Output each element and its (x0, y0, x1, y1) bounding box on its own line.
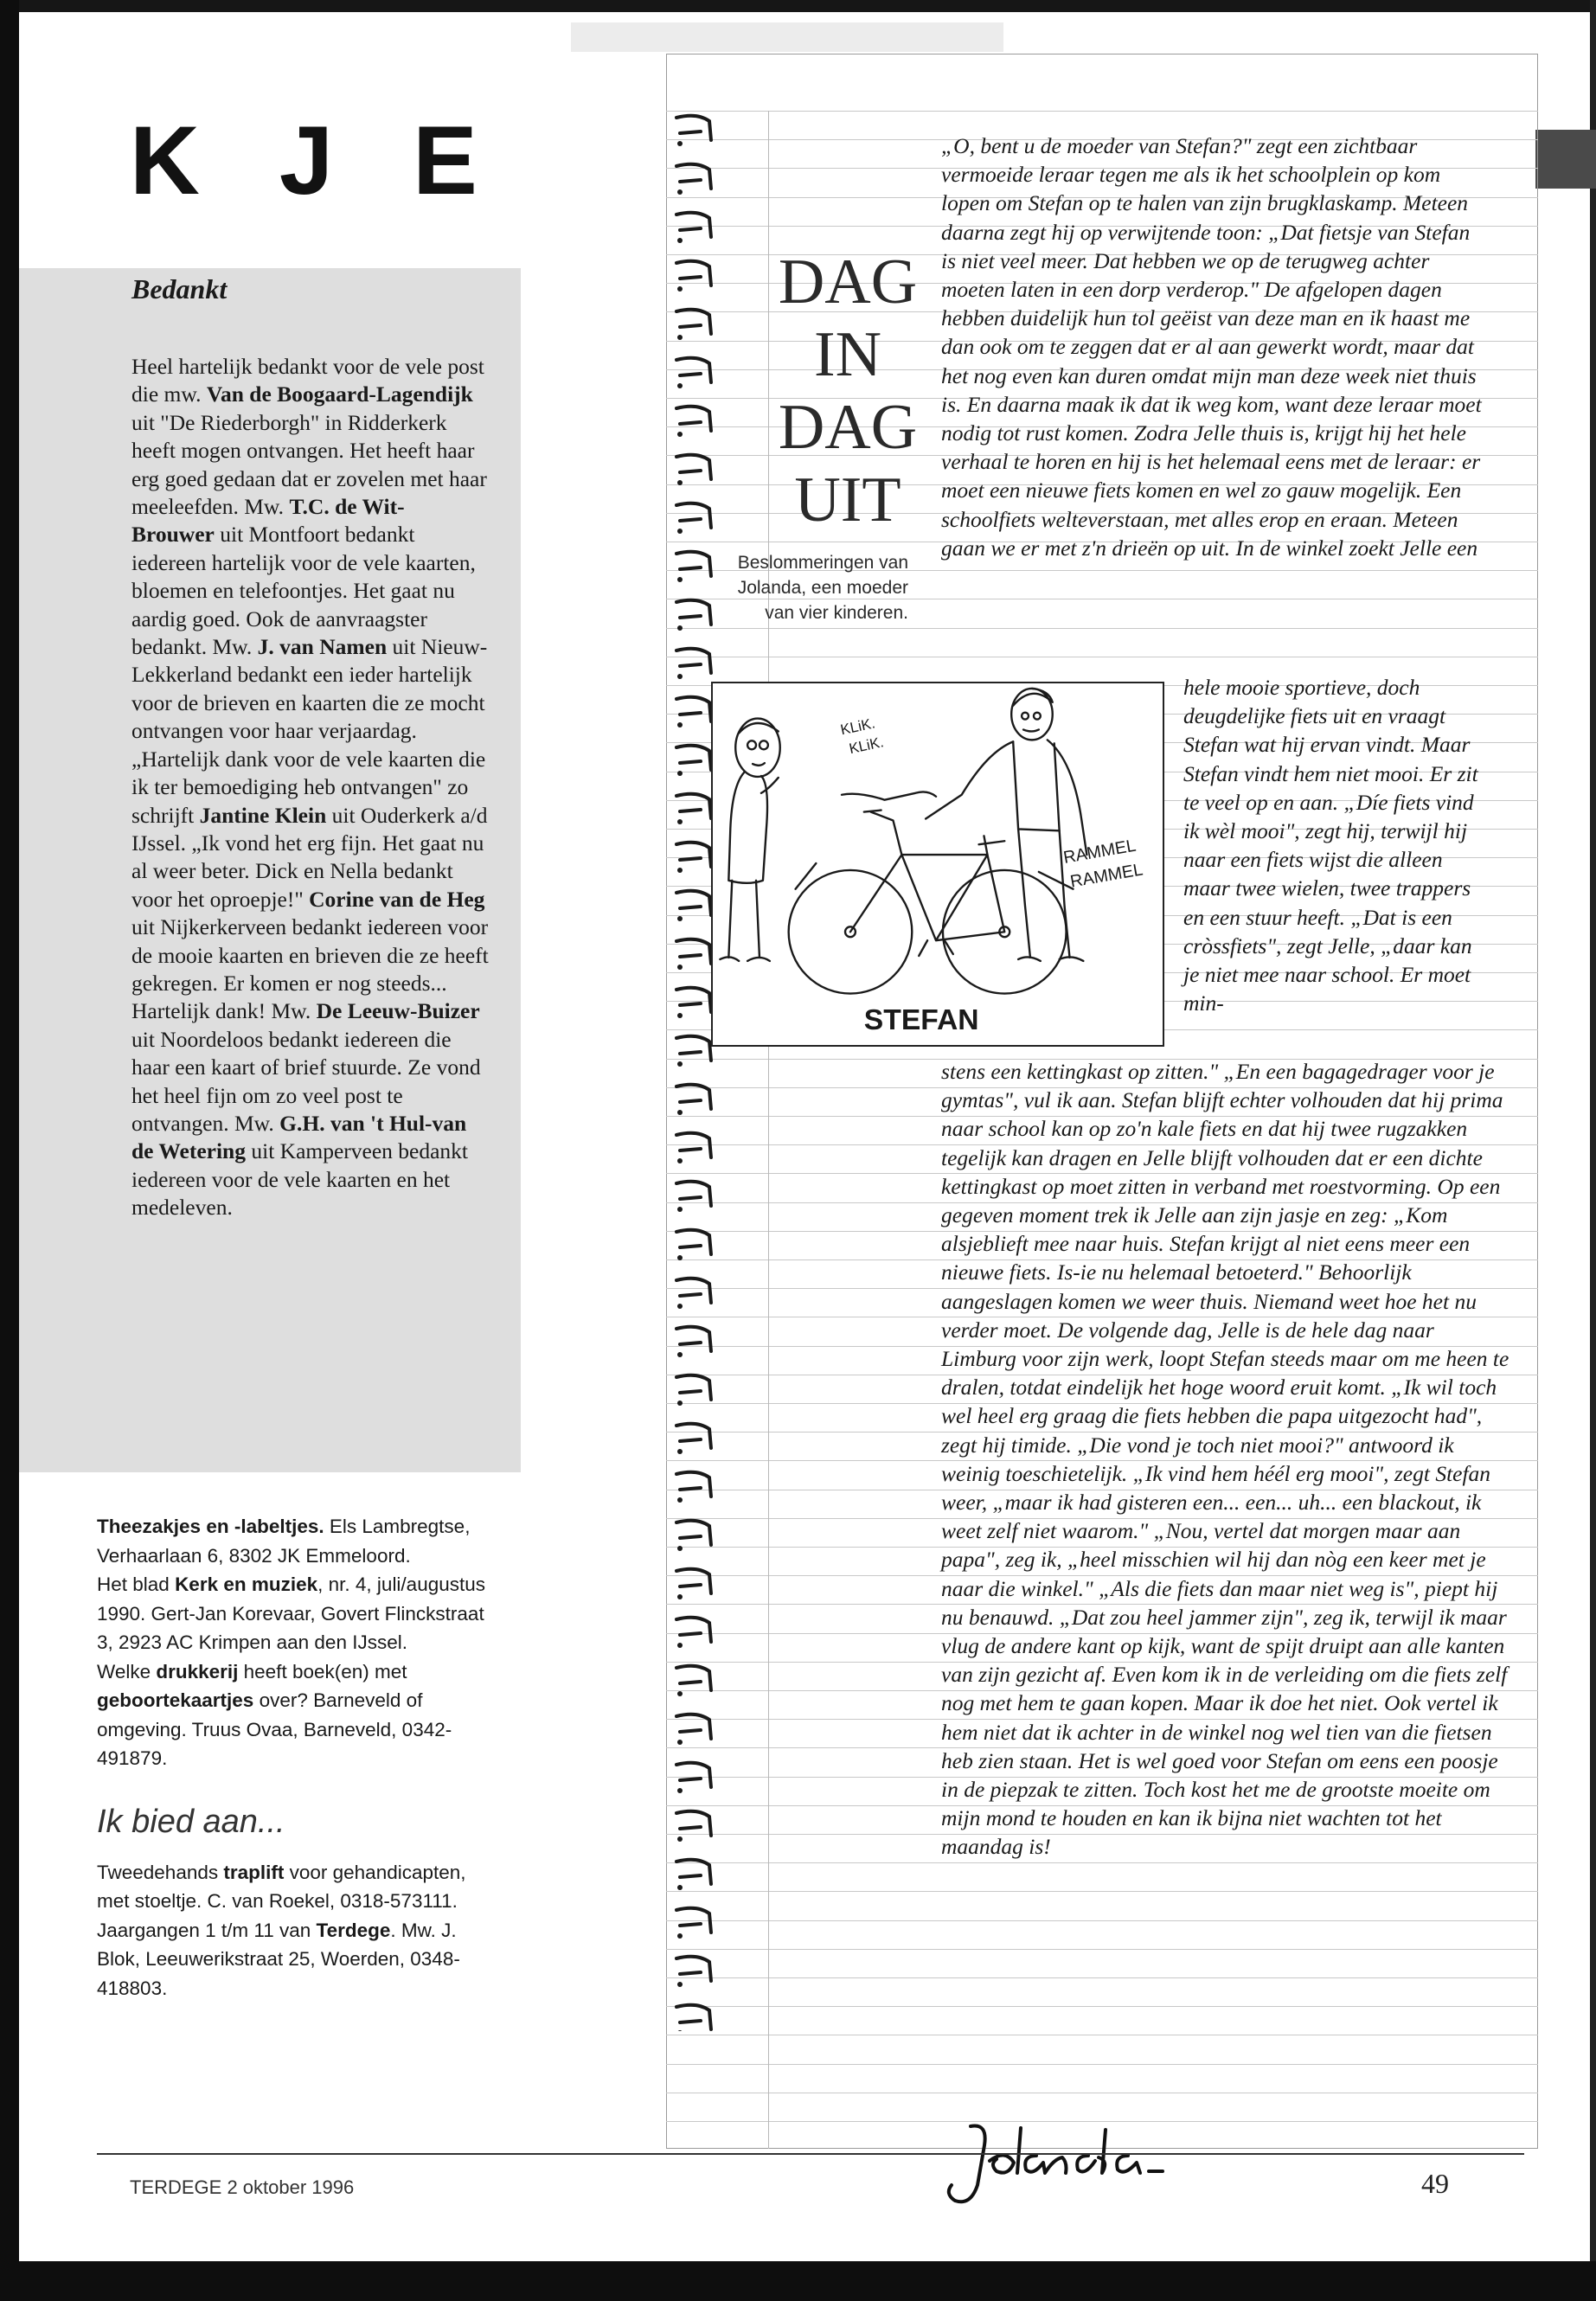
spiral-hole (677, 1449, 683, 1454)
spiral-ring (676, 455, 711, 479)
bleed-through-strip (571, 22, 1003, 52)
sound-rammel-1: RAMMEL (1061, 836, 1138, 868)
spiral-ring (676, 1811, 711, 1836)
spiral-ring (676, 1763, 711, 1787)
spiral-hole (677, 868, 683, 873)
notebook-rule-line (666, 1891, 1538, 1892)
spiral-ring (676, 116, 711, 140)
spiral-ring (676, 1182, 711, 1206)
bedankt-heading: Bedankt (131, 273, 228, 304)
spiral-hole (677, 1110, 683, 1115)
spiral-hole (677, 674, 683, 679)
spiral-ring (676, 164, 711, 189)
spiral-ring (676, 1036, 711, 1061)
spiral-ring (676, 1715, 711, 1739)
sound-klik-1: KLiK. (838, 715, 877, 739)
spiral-hole (677, 1982, 683, 1987)
signature-jolanda (936, 2111, 1265, 2214)
notebook-rule-line (666, 1949, 1538, 1950)
column-title-dag-2: DAG (778, 392, 918, 463)
section-tab-marker (1535, 130, 1596, 189)
notebook-rule-line (666, 1977, 1538, 1978)
spiral-ring (676, 891, 711, 915)
spiral-ring (676, 1327, 711, 1351)
spiral-ring (676, 1085, 711, 1109)
column-subtitle: Beslommeringen van Jolanda, een moeder van vier kinderen. (737, 553, 908, 623)
spiral-hole (677, 1643, 683, 1648)
scan-border-bottom (0, 2261, 1596, 2301)
spiral-ring (676, 1957, 711, 1981)
spiral-ring (676, 1133, 711, 1157)
spiral-ring (676, 1424, 711, 1448)
spiral-hole (677, 771, 683, 776)
spiral-ring (676, 843, 711, 867)
scan-border-right (1590, 0, 1596, 2301)
footer-source: TERDEGE 2 oktober 1996 (130, 2176, 355, 2198)
sound-klik-2: KLiK. (847, 734, 886, 758)
story-part-3: stens een kettingkast op zitten." „En een bagagedrager voor je gymtas", vul ik aan. Stefan blijft echter volhouden dat hij prima naar school kan op zo'n kale fiets en dat hij twee rugzakken tegelijk kan dragen en Jelle blijft volhouden dat er een dichte kettingkast op moet zitten in verband met roestvorming. Op een gegeven moment trek ik Jelle aan zijn jasje en zeg: „Kom alsjeblieft mee naar huis. Stefan krijgt al niet eens meer een nieuwe fiets. Is-ie nu helemaal betoeterd." Behoorlijk aangeslagen komen we weer thuis. Niemand weet hoe het nu verder moet. De volgende dag, Jelle is de hele dag naar Limburg voor zijn werk, loopt Stefan steeds maar om me heen te dralen, totdat eindelijk het hoge woord eruit komt. „Ik wil toch wel heel erg graag die fiets hebben die papa uitgezocht had", zegt hij timide. „Die vond je toch niet mooi?" antwoord ik weinig toeschietelijk. „Ik vind hem héél erg mooi", zegt Stefan weer, „maar ik had gisteren een... een... uh... een blackout, ik weet zelf niet waarom." „Nou, vertel dat morgen maar aan papa", zeg ik, „heel misschien wil hij dan nòg een keer met je naar die winkel." „Als die fiets dan maar niet weg is", piept hij nu benauwd. „Dat zou heel jammer zijn", zeg ik, terwijl ik maar vlug de andere kant op kijk, want de spijt druipt aan alle kanten van zijn gezicht af. Even kom ik in de verleiding om die fiets zelf nog met hem te gaan kopen. Maar ik doe het niet. Ook vertel ik hem niet dat ik achter in de winkel nog wel tien van die fietsen heb zien staan. Het is wel goed voor Stefan om eens een poosje in de piepzak te zitten. Toch kost het me de grootste moeite om mijn mond te houden en kan ik bijna niet wachten tot het maandag is! (941, 1059, 1509, 1860)
spiral-ring (676, 1472, 711, 1497)
stefan-figure (720, 719, 779, 961)
bicycle (789, 811, 1074, 994)
signature-text: Jolanda. (936, 2111, 939, 2112)
story-part-2: hele mooie sportieve, doch deugdelijke fiets uit en vraagt Stefan wat hij ervan vindt. Maar Stefan vindt hem niet mooi. Er zit te veel op en aan. „Díe fiets vind ik wèl mooi", zegt hij, terwijl hij naar een fiets wijst die alleen maar twee wielen, twee trappers en een stuur heeft. „Dat is een cròssfiets", zegt Jelle, „daar kan je niet mee naar school. Er moet min- (1183, 675, 1478, 1016)
ik-bied-aan-heading: Ik bied aan... (97, 1803, 285, 1840)
spiral-hole (677, 1497, 683, 1503)
classified-ads (97, 1512, 503, 2003)
spiral-hole (677, 1061, 683, 1067)
ad-drukkerij: Welke drukkerij heeft boek(en) met geboortekaartjes over? Barneveld of omgeving. Truus Ovaa, Barneveld, 0342-491879. (97, 1660, 452, 1769)
spiral-hole (677, 1546, 683, 1551)
section-header: KJE (130, 106, 557, 215)
spiral-ring (676, 1230, 711, 1254)
spiral-ring (676, 988, 711, 1012)
spiral-hole (677, 480, 683, 485)
spiral-hole (677, 1352, 683, 1357)
scan-border-top (0, 0, 1596, 12)
column-title-in: IN (813, 319, 882, 390)
ad-kerk-en-muziek: Het blad Kerk en muziek, nr. 4, juli/augustus 1990. Gert-Jan Korevaar, Govert Flinckstraat 3, 2923 AC Krimpen aan den IJssel. (97, 1574, 486, 1653)
spiral-ring (676, 1569, 711, 1593)
spiral-ring (676, 649, 711, 673)
story-part-1: „O, bent u de moeder van Stefan?" zegt een zichtbaar vermoeide leraar tegen me als ik het schoolplein op kom lopen om Stefan op te halen van zijn brugklaskamp. Meteen daarna zegt hij op verwijtende toon: „Dat fietsje van Stefan is niet veel meer. Dat hebben we op de terugweg achter moeten laten in een dorp verderop." De afgelopen dagen hebben duidelijk hun tol geëist van deze man en ik haast me dan ook om te zeggen dat er al aan gewerkt wordt, maar dat het nog even kan duren omdat mijn man deze week niet thuis is. En daarna maak ik dat ik weg kom, want deze leraar moet nodig tot rust komen. Zodra Jelle thuis is, krijgt hij het hele verhaal te horen en hij is het helemaal eens met de leraar: er moet een nieuwe fiets komen en wel zo gauw mogelijk. Een schoolfiets welteverstaan, met alles erop en eraan. Meteen gaan we er met z'n drieën op uit. In de winkel zoekt Jelle een (941, 133, 1482, 561)
notebook-rule-line (666, 2064, 1538, 2065)
spiral-ring (676, 503, 711, 528)
jelle-figure (926, 689, 1086, 961)
footer-rule (97, 2153, 1524, 2155)
spiral-hole (677, 1158, 683, 1163)
spiral-hole (677, 141, 683, 146)
spiral-hole (677, 286, 683, 292)
column-title-dag: DAG (778, 247, 918, 317)
spiral-hole (677, 965, 683, 970)
spiral-ring (676, 1375, 711, 1400)
bedankt-text: Heel hartelijk bedankt voor de vele post die mw. Van de Boogaard-Lagendijk uit "De Riederborgh" in Ridderkerk heeft mogen ontvangen. Het heeft haar erg goed gedaan dat er zovelen met haar meeleefden. Mw. T.C. de Wit- Brouwer uit Montfoort bedankt iedereen hartelijk voor de vele kaarten, bloemen en telefoontjes. Het gaat nu aardig goed. Ook de aanvraagster bedankt. Mw. J. van Namen uit Nieuw-Lekkerland bedankt een ieder hartelijk voor de brieven en kaarten die ze mocht ontvangen voor haar verjaardag. „Hartelijk dank voor de vele kaarten die ik ter bemoediging heb ontvangen" zo schrijft Jantine Klein uit Ouderkerk a/d IJssel. „Ik vond het erg fijn. Het gaat nu al weer beter. Dick en Nella bedankt voor het oproepje!" Corine van de Heg uit Nijkerkerveen bedankt iedereen voor de mooie kaarten en brieven die ze heeft gekregen. Er komen er nog steeds... Hartelijk dank! Mw. De Leeuw-Buizer uit Noordeloos bedankt iedereen die haar een kaart of brief stuurde. Ze vond het heel fijn om zo veel post te ontvangen. Mw. G.H. van 't Hul-van de Wetering uit Kamperveen bedankt iedereen voor de vele kaarten en het medeleven. (131, 354, 489, 1221)
spiral-hole (677, 383, 683, 388)
ad-traplift: Tweedehands traplift voor gehandicapten, met stoeltje. C. van Roekel, 0318-573111. (97, 1861, 466, 1912)
column-title-uit: UIT (794, 465, 901, 535)
spiral-ring (676, 261, 711, 285)
spiral-ring (676, 746, 711, 770)
spiral-hole (677, 335, 683, 340)
scan-border-left (0, 0, 19, 2301)
spiral-hole (677, 1400, 683, 1406)
notebook-rule-line (666, 628, 1538, 629)
spiral-hole (677, 1885, 683, 1890)
spiral-binding (671, 111, 723, 2031)
spiral-hole (677, 1836, 683, 1842)
spiral-ring (676, 600, 711, 625)
spiral-hole (677, 1013, 683, 1018)
spiral-hole (677, 1207, 683, 1212)
spiral-ring (676, 697, 711, 721)
spiral-hole (677, 2030, 683, 2031)
spiral-hole (677, 1740, 683, 1745)
page-number: 49 (1421, 2168, 1449, 2199)
ad-terdege-jaargangen: Jaargangen 1 t/m 11 van Terdege. Mw. J. Blok, Leeuwerikstraat 25, Woerden, 0348-418803. (97, 1919, 460, 1999)
spiral-hole (677, 1933, 683, 1939)
spiral-ring (676, 407, 711, 431)
spiral-ring (676, 939, 711, 964)
spiral-ring (676, 310, 711, 334)
spiral-hole (677, 1788, 683, 1793)
notebook-rule-line (666, 111, 1538, 112)
notebook-rule-line (666, 1920, 1538, 1921)
spiral-ring (676, 552, 711, 576)
ad-theezakjes: Theezakjes en -labeltjes. Els Lambregtse, Verhaarlaan 6, 8302 JK Emmeloord. (97, 1516, 471, 1567)
notebook-rule-line (666, 1862, 1538, 1863)
spiral-ring (676, 1618, 711, 1642)
spiral-hole (677, 238, 683, 243)
spiral-ring (676, 1521, 711, 1545)
spiral-ring (676, 2005, 711, 2029)
spiral-hole (677, 1594, 683, 1599)
spiral-hole (677, 1691, 683, 1696)
spiral-ring (676, 1860, 711, 1884)
spiral-ring (676, 358, 711, 382)
spiral-hole (677, 722, 683, 727)
spiral-ring (676, 794, 711, 818)
spiral-ring (676, 1279, 711, 1303)
spiral-ring (676, 1908, 711, 1932)
cartoon-illustration (711, 682, 1164, 1047)
spiral-hole (677, 189, 683, 195)
spiral-ring (676, 1666, 711, 1690)
spiral-hole (677, 625, 683, 631)
spiral-ring (676, 213, 711, 237)
spiral-hole (677, 916, 683, 921)
label-stefan: STEFAN (863, 1004, 979, 1037)
spiral-hole (677, 819, 683, 824)
spiral-hole (677, 1304, 683, 1309)
spiral-hole (677, 529, 683, 534)
spiral-hole (677, 1255, 683, 1260)
notebook-rule-line (666, 2006, 1538, 2007)
sound-rammel-2: RAMMEL (1068, 860, 1144, 892)
spiral-hole (677, 577, 683, 582)
bedankt-box (19, 268, 521, 1472)
spiral-hole (677, 432, 683, 437)
